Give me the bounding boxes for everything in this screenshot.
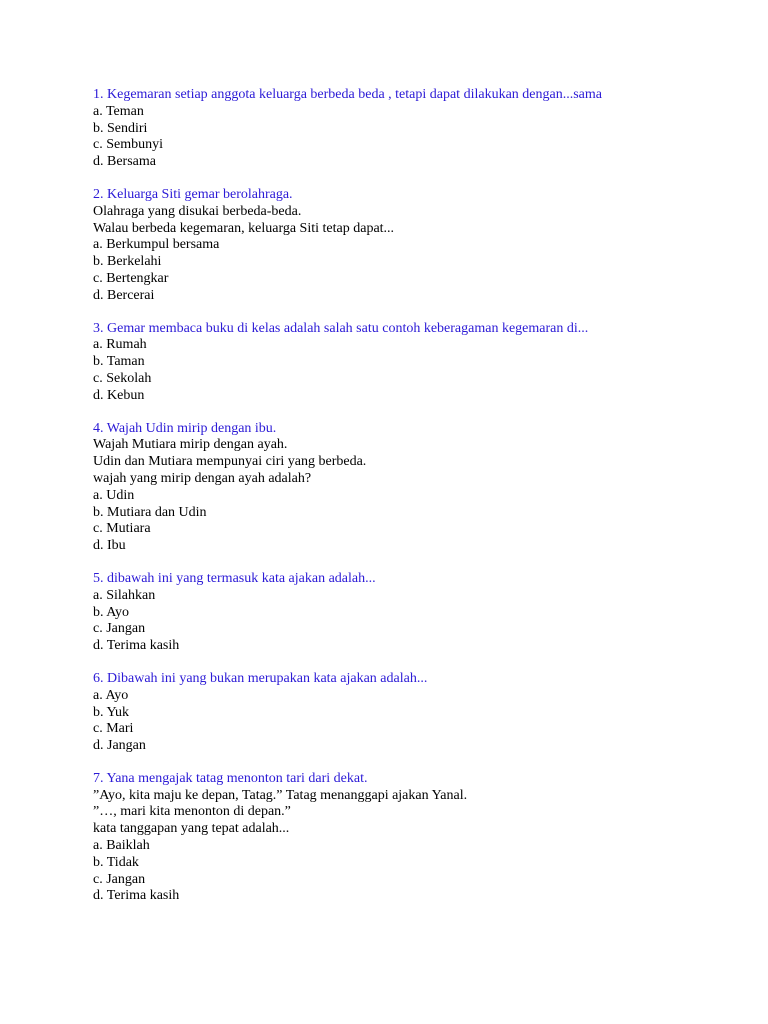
question-1-option-d: d. Bersama — [93, 154, 156, 170]
question-6-option-c: c. Mari — [93, 721, 134, 737]
question-2-option-b: b. Berkelahi — [93, 254, 162, 270]
question-6-option-d: d. Jangan — [93, 738, 146, 754]
question-4-option-d: d. Ibu — [93, 538, 126, 554]
question-5-option-a: a. Silahkan — [93, 587, 156, 603]
question-3-option-d: d. Kebun — [93, 387, 145, 403]
question-4-option-c: c. Mutiara — [93, 521, 151, 537]
question-4-body-line-3: wajah yang mirip dengan ayah adalah? — [93, 470, 312, 486]
question-3 — [93, 321, 753, 405]
question-2 — [93, 187, 753, 305]
question-3-option-a: a. Rumah — [93, 337, 147, 353]
question-1-option-b: b. Sendiri — [93, 120, 148, 136]
question-5-title: 5. dibawah ini yang termasuk kata ajakan adalah... — [93, 570, 376, 586]
question-7-option-a: a. Baiklah — [93, 838, 150, 854]
question-4-title: 4. Wajah Udin mirip dengan ibu. — [93, 420, 277, 436]
question-5-option-b: b. Ayo — [93, 604, 130, 620]
question-1-title: 1. Kegemaran setiap anggota keluarga berbeda beda , tetapi dapat dilakukan dengan...sama — [93, 87, 602, 102]
question-1-option-a: a. Teman — [93, 103, 144, 119]
question-2-body-line-1: Olahraga yang disukai berbeda-beda. — [93, 203, 302, 219]
question-6-option-a: a. Ayo — [93, 687, 129, 703]
question-1 — [93, 87, 753, 171]
question-6 — [93, 671, 753, 755]
question-5-option-d: d. Terima kasih — [93, 638, 180, 654]
question-1-option-c: c. Sembunyi — [93, 137, 163, 153]
question-7-body-line-2: ”…, mari kita menonton di depan.” — [93, 804, 291, 820]
question-7-title: 7. Yana mengajak tatag menonton tari dari dekat. — [93, 770, 368, 786]
question-2-option-a: a. Berkumpul bersama — [93, 237, 220, 253]
question-7-option-d: d. Terima kasih — [93, 888, 180, 904]
question-2-body-line-2: Walau berbeda kegemaran, keluarga Siti tetap dapat... — [93, 220, 395, 236]
question-6-title: 6. Dibawah ini yang bukan merupakan kata ajakan adalah... — [93, 670, 428, 686]
question-7-body-line-1: ”Ayo, kita maju ke depan, Tatag.” Tatag menanggapi ajakan Yanal. — [93, 787, 468, 803]
question-sheet — [93, 87, 753, 921]
question-2-title: 2. Keluarga Siti gemar berolahraga. — [93, 186, 293, 202]
question-2-option-d: d. Bercerai — [93, 287, 155, 303]
question-7-body-line-3: kata tanggapan yang tepat adalah... — [93, 821, 290, 837]
question-7-option-c: c. Jangan — [93, 871, 146, 887]
question-4-body-line-2: Udin dan Mutiara mempunyai ciri yang berbeda. — [93, 454, 367, 470]
question-7-option-b: b. Tidak — [93, 854, 139, 870]
question-3-option-b: b. Taman — [93, 354, 145, 370]
question-4-option-b: b. Mutiara dan Udin — [93, 504, 207, 520]
question-7 — [93, 771, 753, 905]
question-4 — [93, 421, 753, 555]
question-4-option-a: a. Udin — [93, 487, 135, 503]
question-4-body-line-1: Wajah Mutiara mirip dengan ayah. — [93, 437, 288, 453]
question-3-option-c: c. Sekolah — [93, 370, 152, 386]
question-3-title: 3. Gemar membaca buku di kelas adalah salah satu contoh keberagaman kegemaran di... — [93, 320, 589, 336]
question-2-option-c: c. Bertengkar — [93, 270, 169, 286]
question-6-option-b: b. Yuk — [93, 704, 130, 720]
question-5 — [93, 571, 753, 655]
question-5-option-c: c. Jangan — [93, 621, 146, 637]
